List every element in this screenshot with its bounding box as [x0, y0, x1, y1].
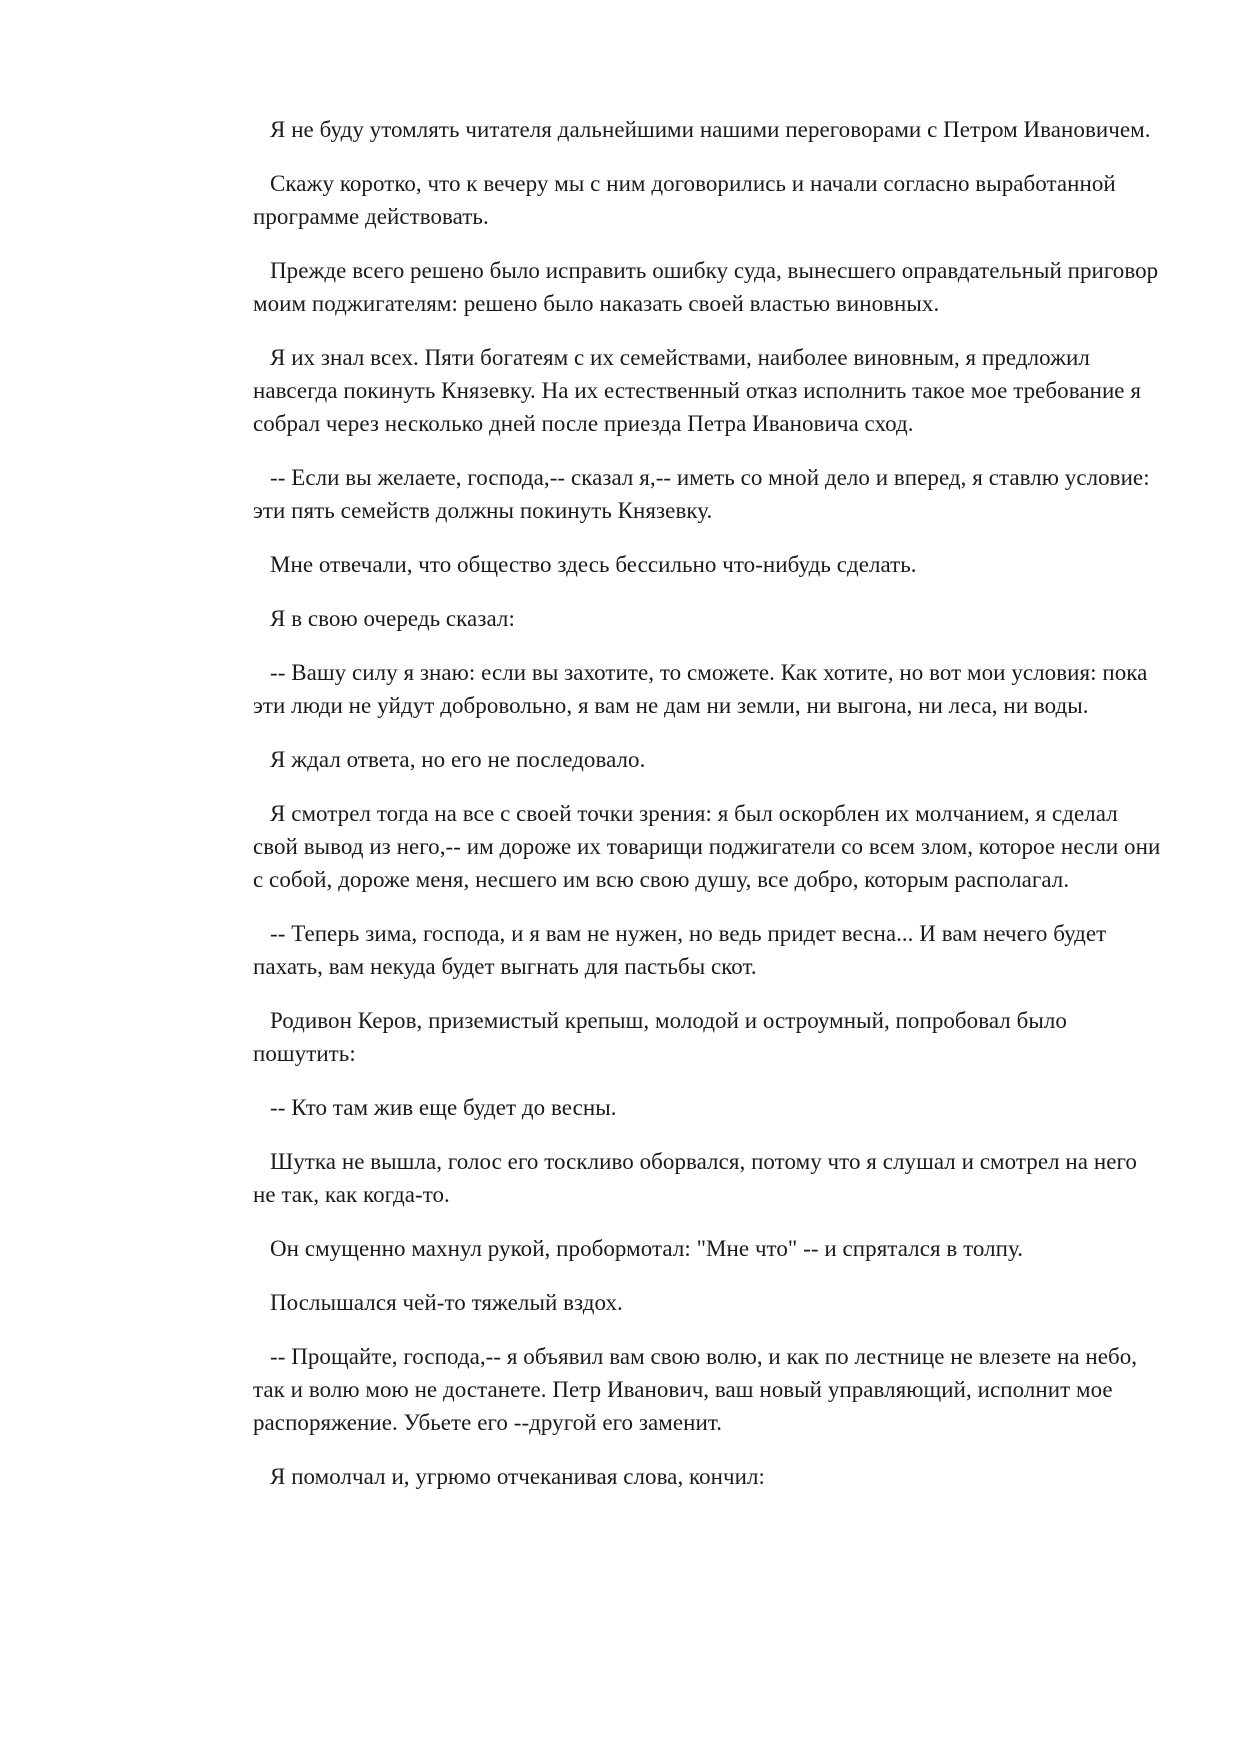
document-page	[253, 113, 1163, 1514]
paragraph-17: -- Прощайте, господа,-- я объявил вам свою волю, и как по лестнице не влезете на небо, так и волю мою не достанете. Петр Иванович, ваш новый управляющий, исполнит мое распоряжение. Убьете его --другой его заменит.	[253, 1344, 1138, 1435]
paragraph-16: Послышался чей-то тяжелый вздох.	[270, 1290, 623, 1315]
paragraph-2: Скажу коротко, что к вечеру мы с ним договорились и начали согласно выработанной программе действовать.	[253, 171, 1116, 229]
paragraph-14: Шутка не вышла, голос его тоскливо оборвался, потому что я слушал и смотрел на него не так, как когда-то.	[253, 1149, 1137, 1207]
paragraph-18: Я помолчал и, угрюмо отчеканивая слова, кончил:	[270, 1464, 765, 1489]
paragraph-9: Я ждал ответа, но его не последовало.	[270, 747, 646, 772]
paragraph-5: -- Если вы желаете, господа,-- сказал я,-- иметь со мной дело и вперед, я ставлю условие: эти пять семейств должны покинуть Князевку.	[253, 465, 1150, 523]
paragraph-12: Родивон Керов, приземистый крепыш, молодой и остроумный, попробовал было пошутить:	[253, 1008, 1067, 1066]
paragraph-6: Мне отвечали, что общество здесь бессильно что-нибудь сделать.	[270, 552, 917, 577]
paragraph-7: Я в свою очередь сказал:	[270, 606, 515, 631]
paragraph-15: Он смущенно махнул рукой, пробормотал: "Мне что" -- и спрятался в толпу.	[270, 1236, 1024, 1261]
paragraph-8: -- Вашу силу я знаю: если вы захотите, то сможете. Как хотите, но вот мои условия: пока эти люди не уйдут добровольно, я вам не дам ни земли, ни выгона, ни леса, ни воды.	[253, 660, 1148, 718]
paragraph-4: Я их знал всех. Пяти богатеям с их семействами, наиболее виновным, я предложил навсегда покинуть Князевку. На их естественный отказ исполнить такое мое требование я собрал через несколько дней после приезда Петра Ивановича сход.	[253, 345, 1141, 436]
paragraph-3: Прежде всего решено было исправить ошибку суда, вынесшего оправдательный приговор моим поджигателям: решено было наказать своей властью виновных.	[253, 258, 1159, 316]
paragraph-1: Я не буду утомлять читателя дальнейшими нашими переговорами с Петром Ивановичем.	[270, 117, 1151, 142]
paragraph-11: -- Теперь зима, господа, и я вам не нужен, но ведь придет весна... И вам нечего будет пахать, вам некуда будет выгнать для пастьбы скот.	[253, 921, 1107, 979]
paragraph-13: -- Кто там жив еще будет до весны.	[270, 1095, 617, 1120]
paragraph-10: Я смотрел тогда на все с своей точки зрения: я был оскорблен их молчанием, я сделал свой вывод из него,-- им дороже их товарищи поджигатели со всем злом, которое несли они с собой, дороже меня, несшего им всю свою душу, все добро, которым располагал.	[253, 801, 1161, 892]
